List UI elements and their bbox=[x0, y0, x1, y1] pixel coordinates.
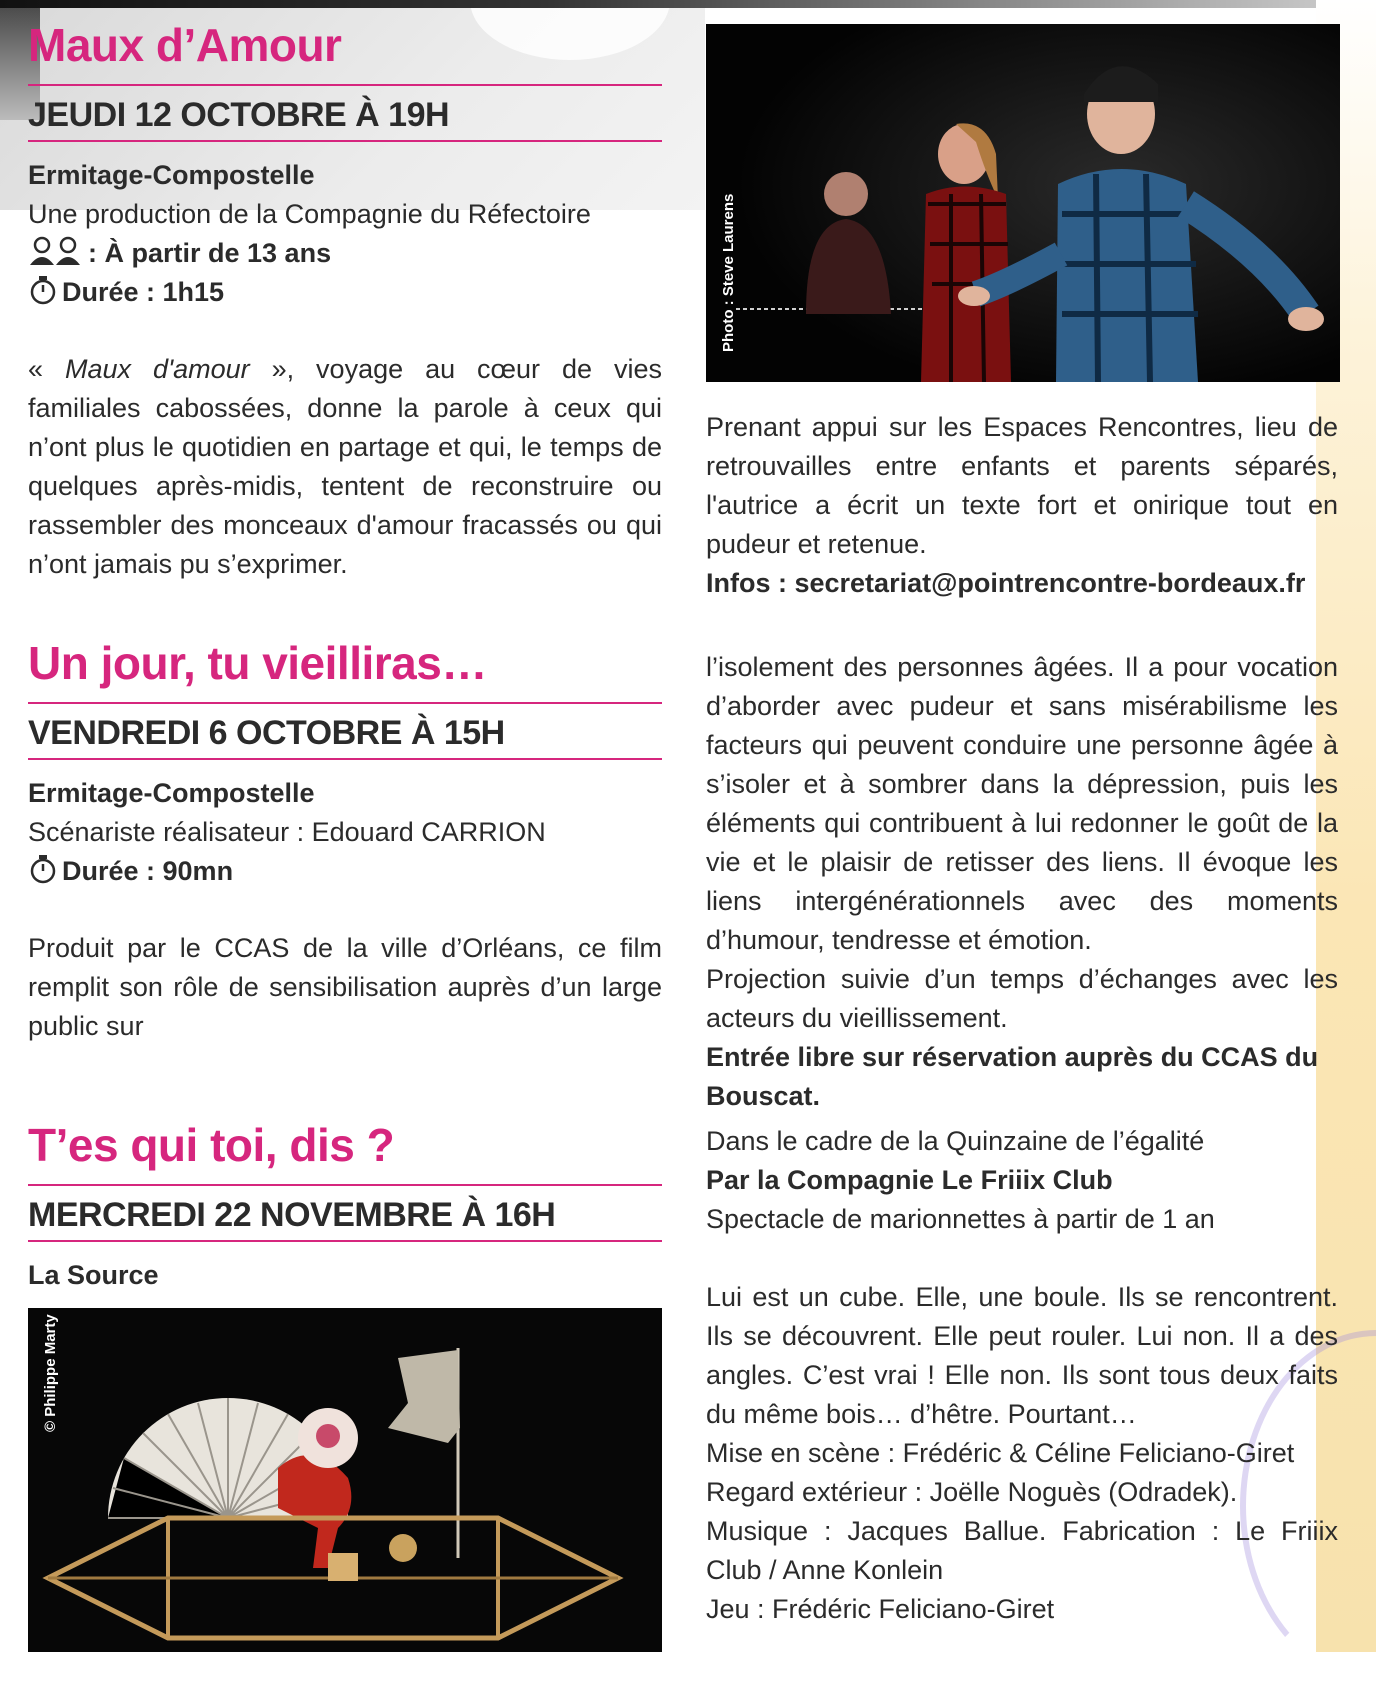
event-director: Scénariste réalisateur : Edouard CARRION bbox=[28, 817, 546, 847]
event-tes-qui-toi-dis bbox=[28, 1118, 662, 1295]
event-venue: La Source bbox=[28, 1260, 159, 1290]
event-title: Maux d’Amour bbox=[28, 19, 342, 71]
event-maux-damour-details bbox=[706, 408, 1338, 603]
event-description bbox=[28, 350, 662, 584]
event-date: VENDREDI 6 OCTOBRE À 15H bbox=[28, 714, 505, 752]
title-rule bbox=[28, 1184, 662, 1186]
event-maux-damour bbox=[28, 18, 662, 584]
event-photo-actors bbox=[706, 24, 1340, 382]
top-band bbox=[0, 0, 1365, 8]
duration-row bbox=[28, 273, 662, 312]
title-rule bbox=[28, 702, 662, 704]
event-description-right: Lui est un cube. Elle, une boule. Ils se rencontrent. Ils se découvrent. Elle peut rouler. Lui non. Il a des angles. C’est vrai ! Elle non. Ils sont tous deux faits du même bois… d’hêtre. Pourtant… bbox=[706, 1282, 1338, 1429]
event-description-right: l’isolement des personnes âgées. Il a pour vocation d’aborder avec pudeur et sans misérabilisme les facteurs qui peuvent conduire une personne âgée à s’isoler et à sombrer dans la dépression, puis les éléments qui contribuent à lui redonner le goût de la vie et le plaisir de retisser des liens. Il évoque les liens intergénérationnels avec des moments d’humour, tendresse et émotion. bbox=[706, 652, 1338, 955]
event-description-right: Prenant appui sur les Espaces Rencontres, lieu de retrouvailles entre enfants et parents séparés, l'autrice a écrit un texte fort et onirique tout en pudeur et retenue. bbox=[706, 412, 1338, 559]
event-venue: Ermitage-Compostelle bbox=[28, 778, 315, 808]
event-context: Dans le cadre de la Quinzaine de l’égalité bbox=[706, 1126, 1205, 1156]
event-staging: Mise en scène : Frédéric & Céline Feliciano-Giret bbox=[706, 1438, 1295, 1468]
description-text: », voyage au cœur de vies familiales cabossées, donne la parole à ceux qui n’ont plus le quotidien en partage et qui, le temps de quelques après-midis, tentent de reconstruire ou rassembler des monceaux d'amour fracassés ou qui n’ont jamais pu s’exprimer. bbox=[28, 354, 662, 579]
duration-label: Durée : 90mn bbox=[62, 856, 234, 886]
event-title: T’es qui toi, dis ? bbox=[28, 1119, 395, 1171]
event-description: Produit par le CCAS de la ville d’Orléans, ce film remplit son rôle de sensibilisation auprès d’un large public sur bbox=[28, 933, 662, 1041]
event-venue: Ermitage-Compostelle bbox=[28, 160, 315, 190]
event-un-jour-details bbox=[706, 648, 1338, 1116]
event-date: JEUDI 12 OCTOBRE À 19H bbox=[28, 96, 450, 134]
puppet-photo-illustration bbox=[28, 1308, 662, 1652]
age-row bbox=[28, 234, 662, 273]
duration-row bbox=[28, 852, 662, 891]
event-contact: Infos : secretariat@pointrencontre-bordeaux.fr bbox=[706, 568, 1306, 598]
age-label: : À partir de 13 ans bbox=[88, 238, 332, 268]
event-outside-view: Regard extérieur : Joëlle Noguès (Odradek). bbox=[706, 1477, 1238, 1507]
event-music: Musique : Jacques Ballue. Fabrication : Le Friiix Club / Anne Konlein bbox=[706, 1516, 1338, 1585]
event-production: Une production de la Compagnie du Réfectoire bbox=[28, 199, 591, 229]
stopwatch-icon bbox=[28, 854, 58, 884]
event-title: Un jour, tu vieilliras… bbox=[28, 637, 487, 689]
event-tes-qui-toi-details bbox=[706, 1122, 1338, 1629]
date-rule bbox=[28, 758, 662, 760]
event-un-jour-tu-vieilliras bbox=[28, 636, 662, 1046]
children-icon bbox=[28, 236, 84, 266]
photo-credit: Photo : Steve Laurens bbox=[720, 193, 737, 352]
date-rule bbox=[28, 140, 662, 142]
event-show-type: Spectacle de marionnettes à partir de 1 an bbox=[706, 1204, 1215, 1234]
event-entry: Entrée libre sur réservation auprès du CCAS du Bouscat. bbox=[706, 1042, 1319, 1111]
title-rule bbox=[28, 84, 662, 86]
date-rule bbox=[28, 1240, 662, 1242]
show-name: Maux d'amour bbox=[64, 354, 250, 384]
event-projection-note: Projection suivie d’un temps d’échanges avec les acteurs du vieillissement. bbox=[706, 964, 1338, 1033]
event-acting: Jeu : Frédéric Feliciano-Giret bbox=[706, 1594, 1055, 1624]
event-date: MERCREDI 22 NOVEMBRE À 16H bbox=[28, 1196, 556, 1234]
photo-credit: © Philippe Marty bbox=[42, 1314, 59, 1432]
event-photo-puppets bbox=[28, 1308, 662, 1652]
stopwatch-icon bbox=[28, 275, 58, 305]
actors-photo-illustration bbox=[706, 24, 1340, 382]
event-company: Par la Compagnie Le Friiix Club bbox=[706, 1165, 1113, 1195]
quote-open: « bbox=[28, 354, 65, 384]
duration-label: Durée : 1h15 bbox=[62, 277, 225, 307]
page-edge bbox=[1376, 0, 1394, 1652]
